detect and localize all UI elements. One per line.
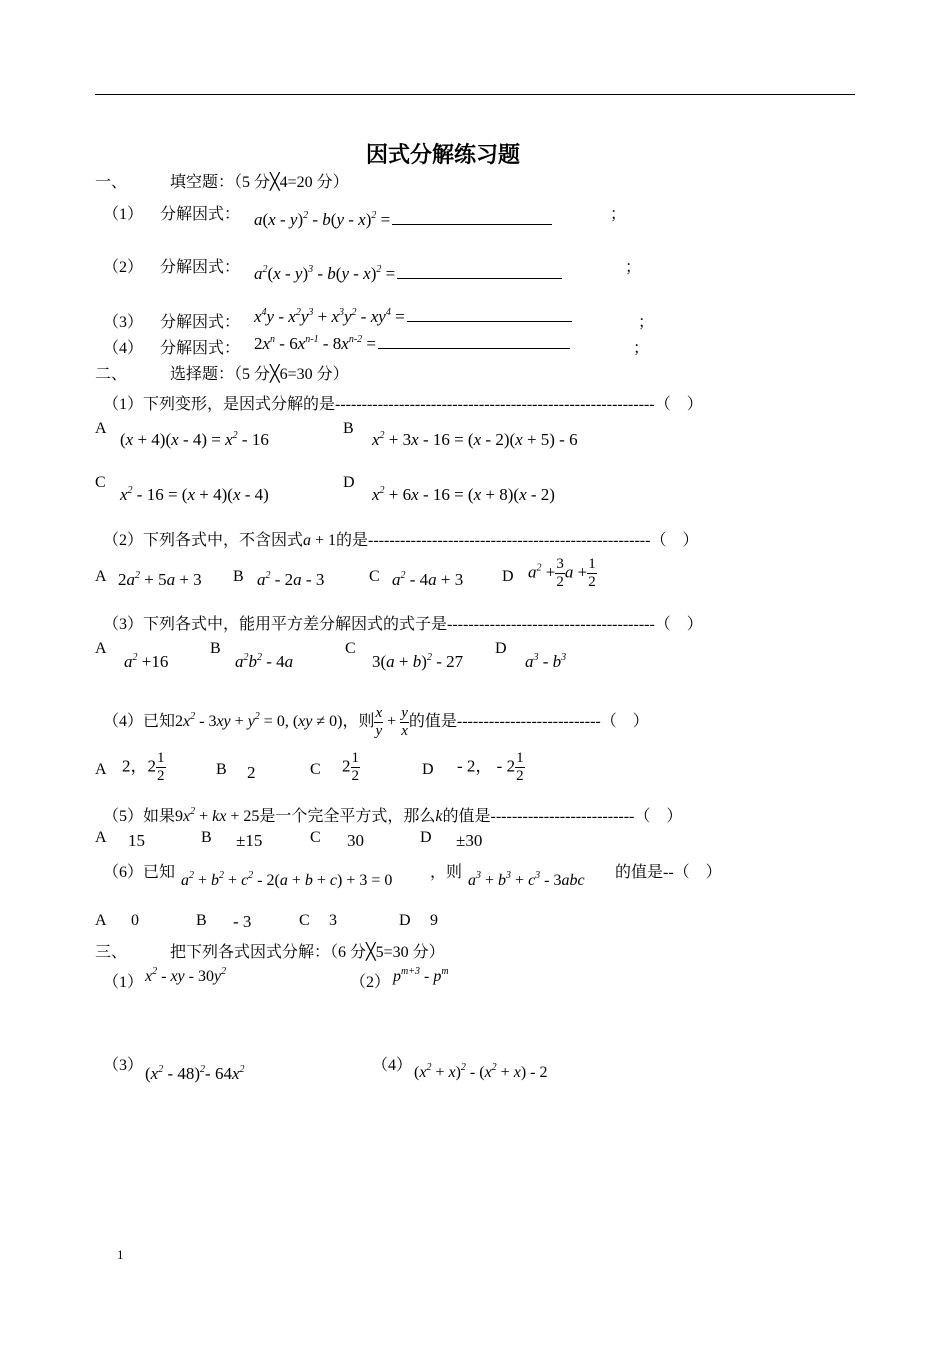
- q2-3-option-b: $a^2b^2 - 4a$: [235, 652, 294, 671]
- q2-4-option-b-label: B: [216, 761, 227, 778]
- q3-2-number: （2）: [350, 974, 391, 991]
- q2-3-text: （3）下列各式中，能用平方差分解因式的式子是---------------------------------------（ ）: [103, 616, 703, 633]
- q2-3-option-c: $3(a + b)^2 - 27$: [372, 652, 464, 671]
- section-2-heading: 选择题：（5 分╳6=30 分）: [170, 366, 349, 383]
- q2-6-post: 的值是--（ ）: [615, 864, 722, 881]
- q2-6-option-a: 0: [131, 912, 139, 929]
- q1-4-lead: 分解因式：: [160, 340, 241, 357]
- q2-5-option-a: 15: [128, 831, 145, 850]
- q1-3-lead: 分解因式：: [160, 314, 241, 331]
- q2-1-option-b-label: B: [343, 420, 354, 437]
- q2-6-option-a-label: A: [95, 912, 107, 929]
- q1-1-number: （1）: [103, 206, 144, 223]
- q3-4-number: （4）: [372, 1057, 413, 1074]
- q1-4-number: （4）: [103, 340, 144, 357]
- q2-1-option-a-label: A: [95, 420, 107, 437]
- q2-6-option-c-label: C: [299, 912, 310, 929]
- q2-6-mid: ，则: [430, 864, 463, 881]
- q2-2-option-b-label: B: [233, 568, 244, 585]
- q2-3-option-d-label: D: [495, 640, 507, 657]
- q2-1-option-a: $(x + 4)(x - 4) = x^2 - 16$: [120, 430, 269, 449]
- q2-4-option-b: 2: [247, 763, 256, 782]
- q2-1-option-d: $x^2 + 6x - 16 = (x + 8)(x - 2)$: [372, 485, 555, 504]
- q2-2-option-d: $a^2$ + $\frac{3}{2}$ a + $\frac{1}{2}$: [528, 556, 596, 590]
- header-rule: [95, 94, 855, 95]
- q1-2-expression: $a^2(x - y)^3 - b(y - x)^2$ =: [254, 264, 562, 284]
- q2-1-option-c: $x^2 - 16 = (x + 4)(x - 4)$: [120, 485, 269, 504]
- q1-1-expression: a(x - y)$^2$ - b(y - x)$^2$ =: [254, 210, 552, 230]
- q1-1-lead: 分解因式：: [160, 206, 241, 223]
- q2-4-option-c-label: C: [310, 761, 321, 778]
- page-number: 1: [117, 1247, 124, 1262]
- q1-2-lead: 分解因式：: [160, 259, 241, 276]
- q2-1-text: （1）下列变形，是因式分解的是------------------------------------------------------------（ ）: [103, 396, 703, 413]
- q2-2-option-a-label: A: [95, 568, 107, 585]
- q2-2-option-d-label: D: [502, 568, 514, 585]
- q2-5-option-b-label: B: [201, 829, 212, 846]
- q1-3-expression: $x^4y - x^2y^3 + x^3y^2 - xy^4$ =: [254, 307, 572, 327]
- q2-5-option-c-label: C: [310, 829, 321, 846]
- q2-3-option-b-label: B: [210, 640, 221, 657]
- q1-2-number: （2）: [103, 259, 144, 276]
- section-3-label: 三、: [95, 944, 128, 961]
- q2-6-option-c: 3: [329, 912, 337, 929]
- q1-4-end: ；: [633, 340, 650, 357]
- q1-3-end: ；: [638, 314, 655, 331]
- q2-2-text: （2）下列各式中，不含因式a + 1的是-----------------------------------------------------（ ）: [103, 532, 699, 549]
- q3-1-number: （1）: [103, 974, 144, 991]
- q2-5-text: （5）如果$9x^2$ + kx + 25是一个完全平方式，那么k的值是---------------------------（ ）: [103, 806, 683, 825]
- q1-3-number: （3）: [103, 314, 144, 331]
- q2-5-option-c: 30: [347, 831, 364, 850]
- q2-6-condition: $a^2 + b^2 + c^2 - 2(a + b + c) + 3 = 0$: [181, 870, 393, 889]
- q3-4-expression: $(x^2 + x)^2 - (x^2 + x) - 2$: [414, 1062, 548, 1081]
- q2-5-option-b: ±15: [236, 831, 263, 850]
- q2-6-pre: （6）已知: [103, 864, 176, 881]
- q2-6-option-b: - 3: [233, 912, 252, 931]
- q2-5-option-d: ±30: [456, 831, 483, 850]
- q2-6-expression: $a^3 + b^3 + c^3 - 3abc$: [468, 870, 585, 889]
- q1-4-expression: $2x^n - 6x^{n-1} - 8x^{n-2}$ =: [254, 334, 570, 354]
- q2-6-option-d-label: D: [399, 912, 411, 929]
- q2-4-option-d: - 2， - 2 $\frac{1}{2}$: [457, 750, 524, 784]
- q1-2-end: ；: [625, 259, 642, 276]
- q2-4-option-c: 2 $\frac{1}{2}$: [342, 750, 359, 784]
- q2-6-option-d: 9: [430, 912, 438, 929]
- q2-5-option-d-label: D: [420, 829, 432, 846]
- q2-4-text: （4）已知$2x^2 - 3xy + y^2 = 0$, (xy ≠ 0)，则 $\frac{x}{y}$ + $\frac{y}{x}$ 的值是---------------------------（ ）: [103, 705, 649, 739]
- section-3-heading: 把下列各式因式分解：（6 分╳5=30 分）: [170, 944, 445, 961]
- q1-1-end: ；: [610, 206, 627, 223]
- section-1-heading: 填空题：（5 分╳4=20 分）: [170, 174, 349, 191]
- q3-2-expression: $p^{m+3} - p^m$: [393, 966, 449, 985]
- page-title: 因式分解练习题: [366, 143, 521, 168]
- q2-3-option-d: $a^3 - b^3$: [525, 652, 567, 671]
- q2-2-option-a: $2a^2 + 5a + 3$: [118, 570, 202, 589]
- q2-2-option-b: $a^2 - 2a - 3$: [257, 570, 325, 589]
- q2-1-option-d-label: D: [343, 474, 355, 491]
- q3-3-expression: $(x^2 - 48)^2-$ $64x^2$: [145, 1064, 245, 1083]
- section-2-label: 二、: [95, 366, 128, 383]
- section-1-label: 一、: [95, 174, 128, 191]
- q2-3-option-c-label: C: [345, 640, 356, 657]
- q3-3-number: （3）: [103, 1057, 144, 1074]
- q2-3-option-a-label: A: [95, 640, 107, 657]
- q2-2-option-c: $a^2 - 4a + 3$: [392, 570, 464, 589]
- q2-2-option-c-label: C: [369, 568, 380, 585]
- q2-3-option-a: $a^2 +16$: [124, 652, 169, 671]
- q2-6-option-b-label: B: [196, 912, 207, 929]
- q2-5-option-a-label: A: [95, 829, 107, 846]
- q2-4-option-d-label: D: [422, 761, 434, 778]
- q2-4-option-a-label: A: [95, 761, 107, 778]
- q3-1-expression: $x^2$ - xy - $30y^2$: [145, 966, 227, 985]
- q2-1-option-c-label: C: [95, 474, 106, 491]
- q2-1-option-b: $x^2 + 3x - 16 = (x - 2)(x + 5) - 6$: [372, 430, 578, 449]
- q2-4-option-a: 2，2 $\frac{1}{2}$: [122, 750, 165, 784]
